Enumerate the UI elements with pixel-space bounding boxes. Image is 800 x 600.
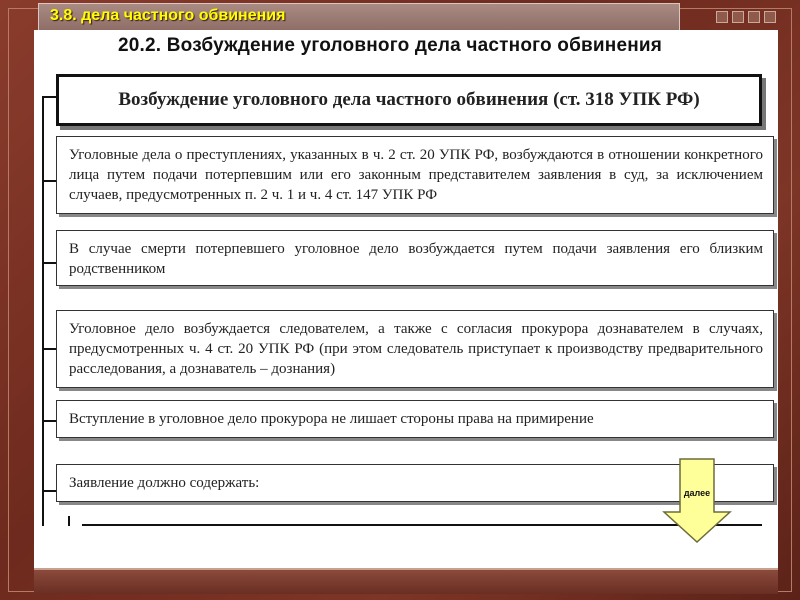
info-box-4-text: Вступление в уголовное дело прокурора не лишает стороны права на примирение — [69, 411, 594, 427]
tree-connector — [42, 180, 56, 182]
info-box-3 — [56, 310, 774, 388]
info-box-2-text: В случае смерти потерпевшего уголовное дело возбуждается путем подачи заявления его близким родственником — [69, 241, 763, 277]
info-box-1-text: Уголовные дела о преступлениях, указанных в ч. 2 ст. 20 УПК РФ, возбуждаются в отношении конкретного лица путем подачи потерпевшим или его законным представителем заявления в суд, за исключением случаев, предусмотренных п. 2 ч. 1 и ч. 4 ст. 147 УПК РФ — [69, 147, 763, 203]
deco-square — [748, 11, 760, 23]
deco-square — [716, 11, 728, 23]
next-button[interactable] — [662, 458, 732, 544]
next-label: далее — [683, 488, 711, 498]
sub-connector-vertical — [68, 516, 70, 526]
tree-connector — [42, 348, 56, 350]
slide-header-title: 3.8. дела частного обвинения — [50, 7, 286, 24]
bottom-bar — [34, 568, 778, 594]
info-box-2 — [56, 230, 774, 286]
info-box-1 — [56, 136, 774, 214]
tree-connector — [42, 490, 56, 492]
tree-connector — [42, 96, 56, 98]
header-decoration — [716, 4, 786, 30]
info-box-5-text: Заявление должно содержать: — [69, 475, 260, 491]
deco-square — [764, 11, 776, 23]
down-arrow-icon — [662, 458, 732, 544]
main-heading-text: Возбуждение уголовного дела частного обвинения (ст. 318 УПК РФ) — [118, 89, 700, 110]
deco-square — [732, 11, 744, 23]
sub-connector-horizontal — [82, 524, 762, 526]
main-heading-box — [56, 74, 762, 126]
tree-connector — [42, 420, 56, 422]
info-box-3-text: Уголовное дело возбуждается следователем, а также с согласия прокурора дознавателем в случаях, предусмотренных ч. 4 ст. 20 УПК РФ (при этом следователь приступает к производству предварительного расследования, а дознаватель – дознания) — [69, 321, 763, 377]
section-title: 20.2. Возбуждение уголовного дела частного обвинения — [118, 35, 663, 56]
tree-connector-vertical — [42, 96, 44, 526]
info-box-4 — [56, 400, 774, 438]
tree-connector — [42, 262, 56, 264]
